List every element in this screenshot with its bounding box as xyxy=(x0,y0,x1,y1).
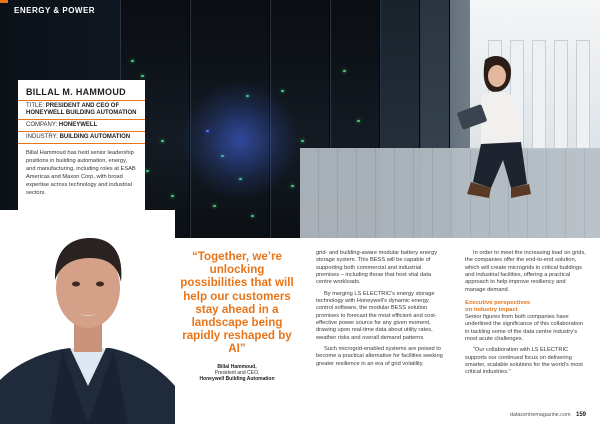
bio-title-row xyxy=(18,101,145,120)
bio-company-key: COMPANY: xyxy=(26,122,58,128)
footer-site: datacentremagazine.com xyxy=(509,412,571,418)
section-label: ENERGY & POWER xyxy=(14,6,96,15)
bio-company-row xyxy=(18,120,145,132)
pull-quote: “Together, we’re unlocking possibilities that will help our customers stay ahead in a landscape being rapidly reshaped by AI” xyxy=(180,250,294,356)
article-column-1 xyxy=(316,250,444,368)
subheading-line-2: on industry impact xyxy=(465,307,518,314)
bio-title-value: PRESIDENT AND CEO OF HONEYWELL BUILDING AUTOMATION xyxy=(26,103,137,116)
quote-role-2: Honeywell Building Automation xyxy=(199,376,275,382)
bio-company-value: HONEYWELL xyxy=(58,122,98,128)
article-paragraph: In order to meet the increasing load on grids, the companies offer the end-to-end solution, which will create microgrids in critical buildings and industrial facilities, offering a practical approach to help improve resiliency and manage demand. xyxy=(465,250,586,293)
bio-industry-value: BUILDING AUTOMATION xyxy=(59,134,131,140)
quote-role-1: President and CEO, xyxy=(214,370,260,376)
bio-title-key: TITLE: xyxy=(26,103,45,109)
page-footer xyxy=(510,412,586,418)
article-subheading xyxy=(465,300,587,314)
article-paragraph: By merging LS ELECTRIC’s energy storage technology with Honeywell’s dynamic energy control software, the modular BESS solution promises to forecast the most efficient and cost-effective power source for any given moment, drawing upon real-time data about utility rates, weather risks and overall demand patterns. xyxy=(316,290,437,341)
article-paragraph: grid- and building-aware modular battery energy storage system. This BESS will be capable of supporting both commercial and industrial premises – including those that host vital data centre workloads. xyxy=(316,250,438,286)
executive-portrait xyxy=(0,210,175,424)
article-paragraph: Such microgrid-enabled systems are poised to become a practical alternative for facilities seeking greater resilience in an era of grid volatility. xyxy=(316,346,443,367)
bio-summary: Billal Hammoud has held senior leadership positions in building automation, energy, and manufacturing, including roles at ESAB Americas and Maxon Corp, with broad expertise across technology and industrial sectors. xyxy=(26,150,136,196)
bio-industry-row xyxy=(18,132,145,144)
article-column-2 xyxy=(465,250,587,377)
quote-name: Billal Hammoud, xyxy=(217,364,257,370)
page-number: 159 xyxy=(575,412,586,418)
technician-figure xyxy=(455,52,535,212)
portrait-illustration xyxy=(0,210,175,424)
raised-floor xyxy=(300,148,600,238)
article-paragraph: Senior figures from both companies have underlined the significance of this collaboration in tackling some of the data centre industry’s most acute challenges. xyxy=(465,314,583,343)
bio-industry-key: INDUSTRY: xyxy=(26,134,58,140)
quote-attribution xyxy=(178,364,296,382)
bio-name: BILLAL M. HAMMOUD xyxy=(18,80,145,101)
rack-light-glow xyxy=(180,80,300,200)
subheading-line-1: Executive perspectives xyxy=(465,300,531,307)
article-paragraph: “Our collaboration with LS ELECTRIC supports our continued focus on delivering smarter, scalable solutions for the world’s most critical industries.” xyxy=(465,347,583,376)
section-tag xyxy=(0,0,120,24)
